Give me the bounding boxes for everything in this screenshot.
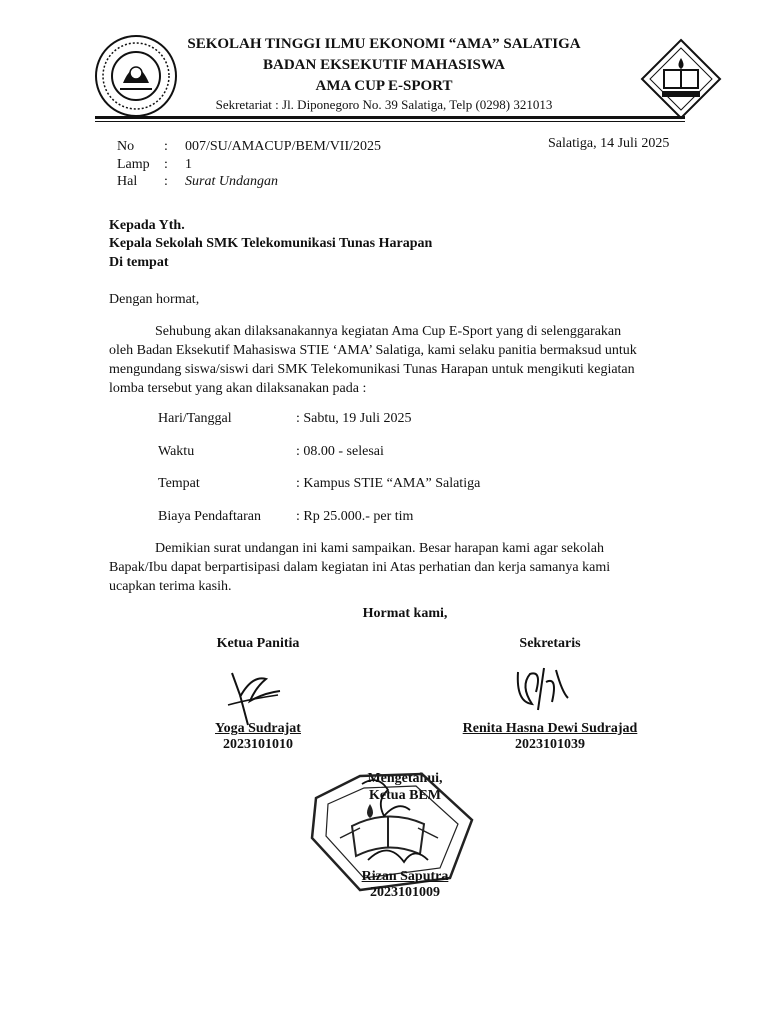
- meta-hal-value: Surat Undangan: [185, 174, 278, 189]
- organization-name: BADAN EKSEKUTIF MAHASISWA: [263, 57, 505, 73]
- institution-name: SEKOLAH TINGGI ILMU EKONOMI “AMA” SALATIGA: [187, 36, 581, 52]
- salutation: Dengan hormat,: [109, 292, 200, 307]
- meta-hal-label: Hal: [117, 174, 138, 189]
- right-signer-name: Renita Hasna Dewi Sudrajad: [462, 721, 638, 736]
- recipient-greeting: Kepada Yth.: [109, 218, 185, 233]
- left-signer-id: 2023101010: [223, 737, 293, 752]
- right-signature: [508, 662, 578, 722]
- paragraph-2-line-3: ucapkan terima kasih.: [109, 579, 232, 594]
- detail-label: Biaya Pendaftaran: [158, 509, 262, 524]
- meta-separator: :: [164, 174, 168, 189]
- paragraph-1-line-2: oleh Badan Eksekutif Mahasiswa STIE ‘AMA’ Salatiga, kami selaku panitia bermaksud untuk: [109, 343, 637, 358]
- paragraph-2-line-1: Demikian surat undangan ini kami sampaikan. Besar harapan kami agar sekolah: [155, 541, 605, 556]
- recipient-location: Di tempat: [109, 255, 169, 270]
- detail-value: : Kampus STIE “AMA” Salatiga: [296, 476, 481, 491]
- header-divider-thin: [95, 121, 685, 122]
- center-signer-name: Rizan Saputra: [361, 869, 449, 884]
- detail-label: Waktu: [158, 444, 195, 459]
- detail-label: Tempat: [158, 476, 200, 491]
- right-signer-id: 2023101039: [515, 737, 585, 752]
- recipient-name: Kepala Sekolah SMK Telekomunikasi Tunas Harapan: [109, 236, 433, 251]
- detail-label: Hari/Tanggal: [158, 411, 232, 426]
- meta-number-value: 007/SU/AMACUP/BEM/VII/2025: [185, 139, 382, 154]
- paragraph-1-line-4: lomba tersebut yang akan dilaksanakan pada :: [109, 381, 367, 396]
- center-signer-id: 2023101009: [370, 885, 440, 900]
- center-signer-title-2: Ketua BEM: [369, 788, 441, 803]
- meta-lamp-label: Lamp: [117, 157, 150, 172]
- place-date: Salatiga, 14 Juli 2025: [548, 136, 670, 151]
- meta-separator: :: [164, 157, 168, 172]
- right-signer-title: Sekretaris: [519, 636, 581, 651]
- center-signer-title-1: Mengetahui,: [367, 771, 443, 786]
- meta-lamp-value: 1: [185, 157, 192, 172]
- paragraph-2-line-2: Bapak/Ibu dapat berpartisipasi dalam kegiatan ini Atas perhatian dan kerja samanya kami: [109, 560, 611, 575]
- header-divider-thick: [95, 116, 685, 119]
- left-signer-title: Ketua Panitia: [216, 636, 300, 651]
- detail-value: : Sabtu, 19 Juli 2025: [296, 411, 412, 426]
- detail-value: : Rp 25.000.- per tim: [296, 509, 414, 524]
- paragraph-1-line-1: Sehubung akan dilaksanakannya kegiatan Ama Cup E-Sport yang di selenggarakan: [155, 324, 622, 339]
- detail-value: : 08.00 - selesai: [296, 444, 384, 459]
- meta-number-label: No: [117, 139, 135, 154]
- meta-separator: :: [164, 139, 168, 154]
- address-line: Sekretariat : Jl. Diponegoro No. 39 Salatiga, Telp (0298) 321013: [215, 97, 553, 112]
- left-signer-name: Yoga Sudrajat: [215, 721, 301, 736]
- paragraph-1-line-3: mengundang siswa/siswi dari SMK Telekomunikasi Tunas Harapan untuk mengikuti kegiatan: [109, 362, 635, 377]
- center-signature: [348, 770, 448, 880]
- event-name: AMA CUP E-SPORT: [315, 78, 453, 94]
- closing-regards: Hormat kami,: [362, 606, 448, 621]
